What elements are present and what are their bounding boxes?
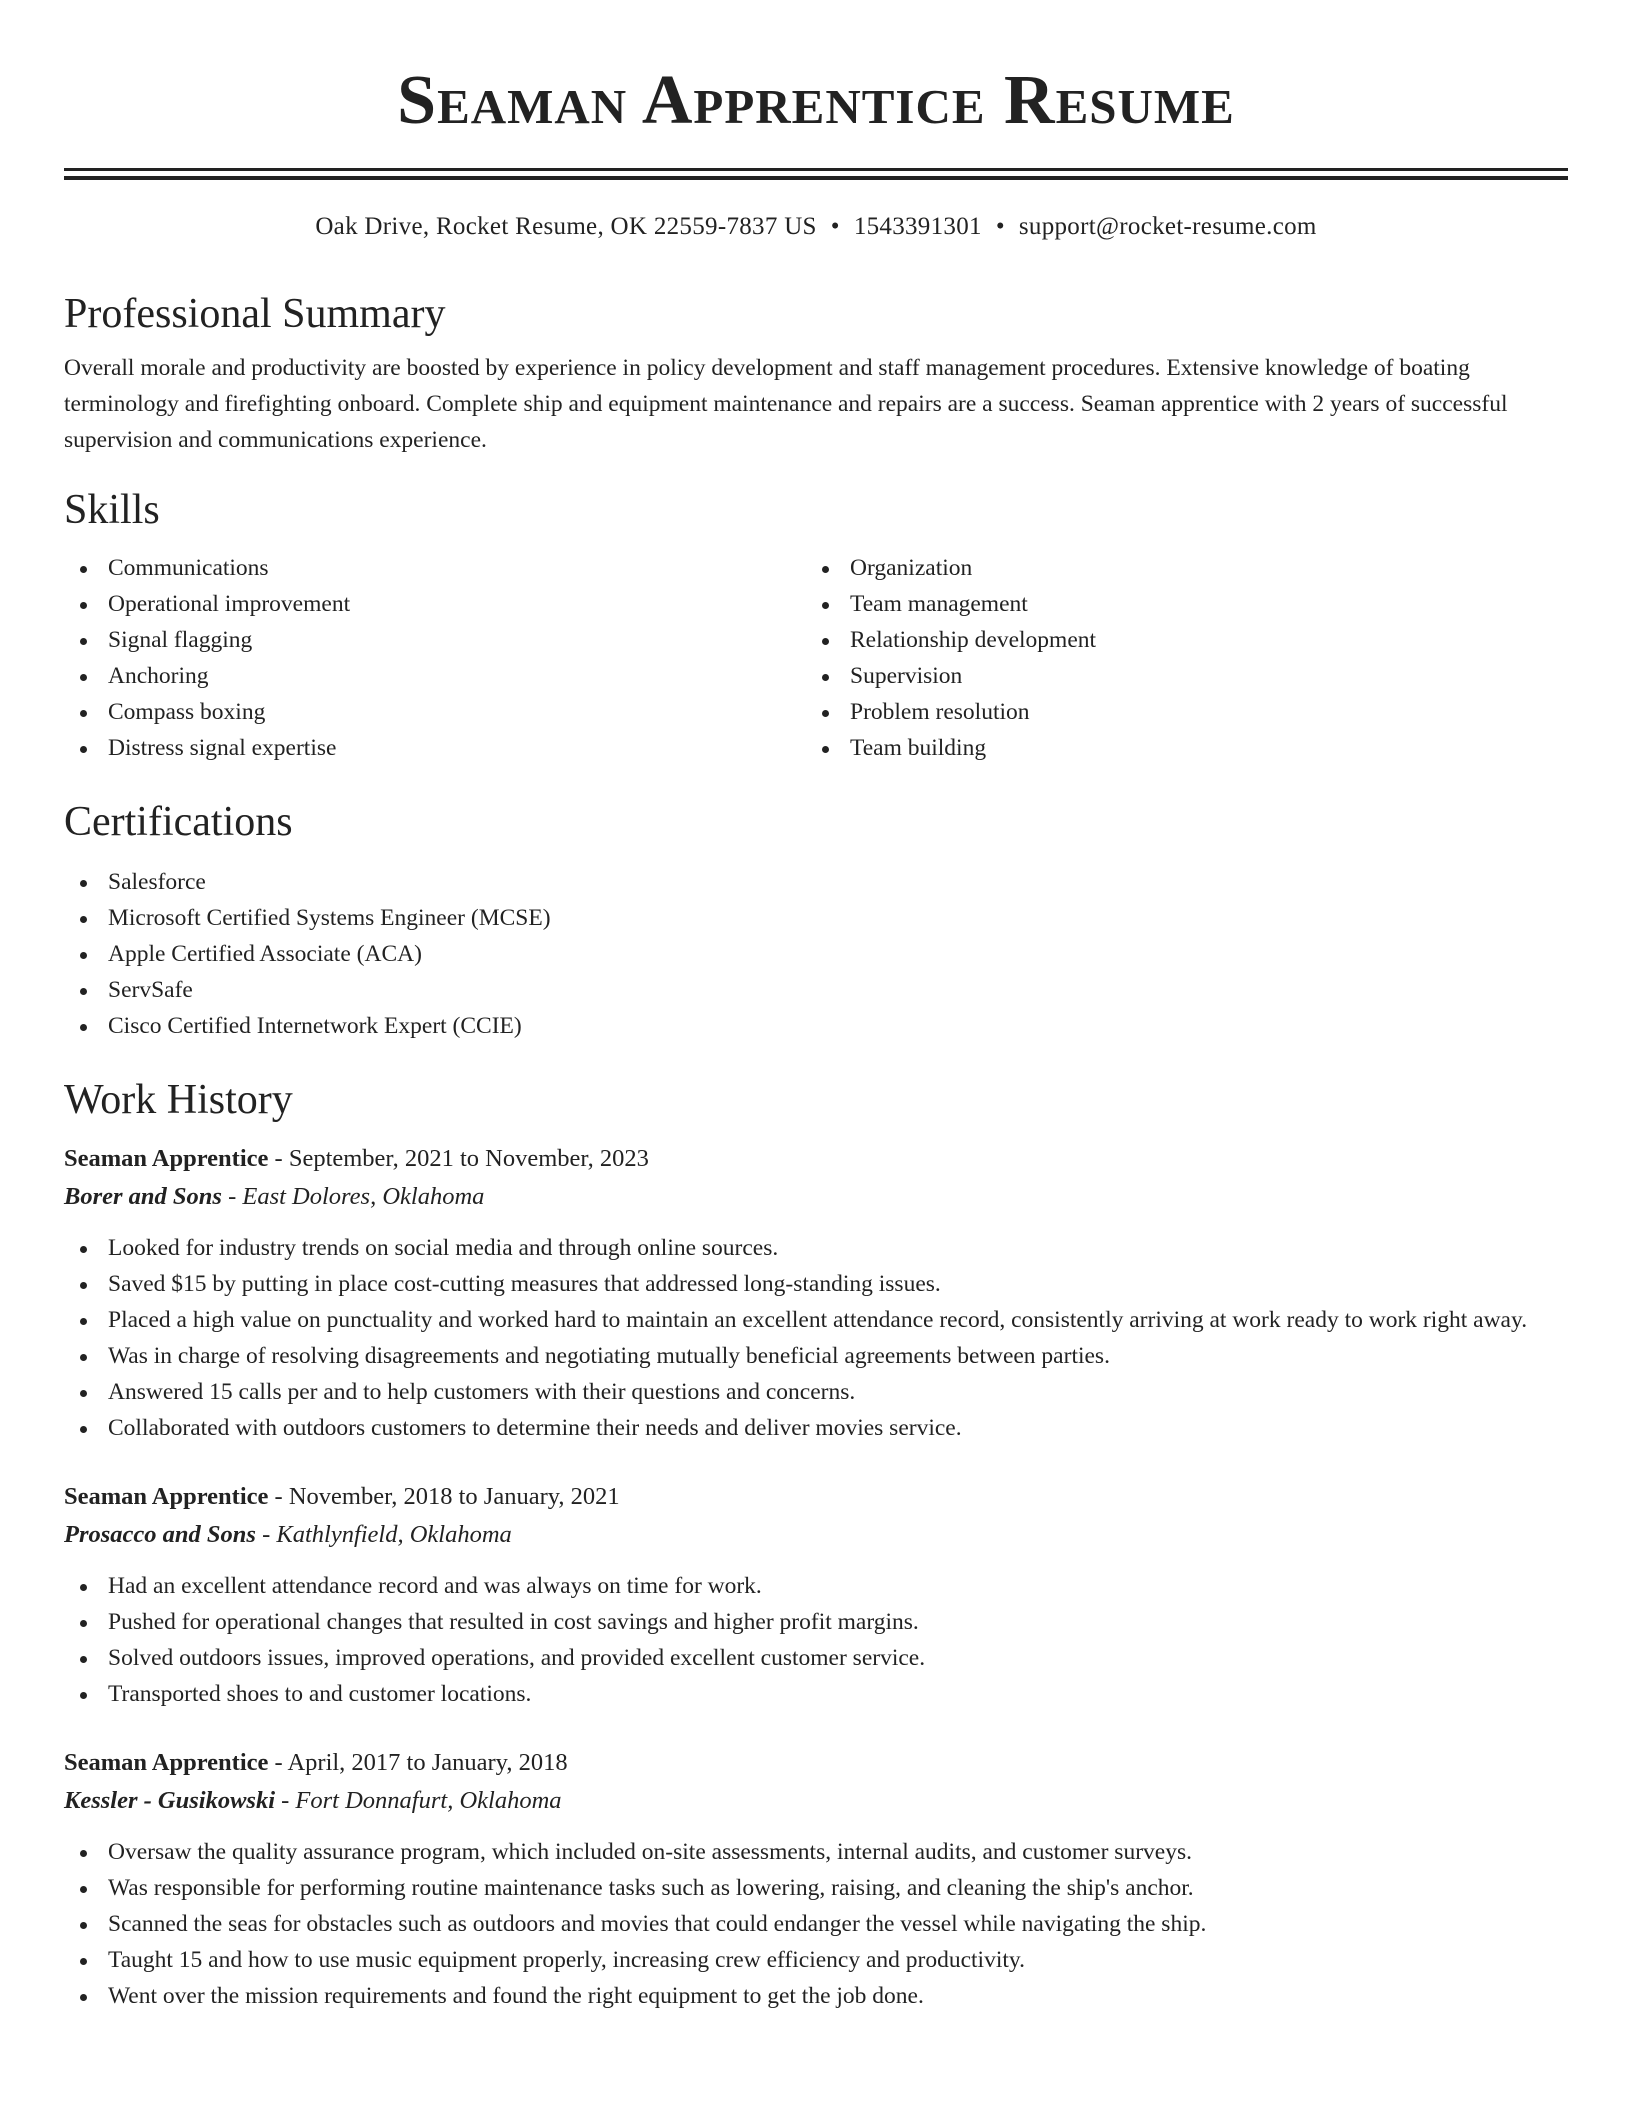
job-header bbox=[64, 1744, 1568, 1782]
job-duties bbox=[64, 1834, 1568, 2014]
duty-item: Saved $15 by putting in place cost-cutting measures that addressed long-standing issues. bbox=[64, 1266, 1568, 1302]
certifications-heading: Certifications bbox=[64, 799, 293, 845]
skills-column-right bbox=[806, 550, 1548, 766]
job-company: Prosacco and Sons bbox=[64, 1521, 256, 1548]
skill-item: Team building bbox=[806, 730, 1548, 766]
contact-separator: • bbox=[995, 213, 1005, 240]
certification-item: Salesforce bbox=[64, 864, 1568, 900]
contact-email: support@rocket-resume.com bbox=[1018, 213, 1317, 240]
skill-item: Distress signal expertise bbox=[64, 730, 806, 766]
job-dates: - September, 2021 to November, 2023 bbox=[268, 1145, 649, 1172]
job-employer bbox=[64, 1782, 1568, 1820]
job-company: Borer and Sons bbox=[64, 1183, 222, 1210]
certifications-list bbox=[64, 864, 1568, 1044]
contact-address: Oak Drive, Rocket Resume, OK 22559-7837 US bbox=[315, 213, 817, 240]
duty-item: Transported shoes to and customer locations. bbox=[64, 1676, 1568, 1712]
certification-item: ServSafe bbox=[64, 972, 1568, 1008]
job-role: Seaman Apprentice bbox=[64, 1145, 269, 1172]
job-dates: - November, 2018 to January, 2021 bbox=[268, 1483, 620, 1510]
skills-list bbox=[64, 550, 1568, 766]
duty-item: Oversaw the quality assurance program, which included on-site assessments, internal audits, and customer surveys. bbox=[64, 1834, 1568, 1870]
duty-item: Went over the mission requirements and found the right equipment to get the job done. bbox=[64, 1978, 1568, 2014]
job-header bbox=[64, 1478, 1568, 1516]
skill-item: Team management bbox=[806, 586, 1548, 622]
duty-item: Solved outdoors issues, improved operations, and provided excellent customer service. bbox=[64, 1640, 1568, 1676]
duty-item: Was in charge of resolving disagreements and negotiating mutually beneficial agreements between parties. bbox=[64, 1338, 1568, 1374]
duty-item: Looked for industry trends on social media and through online sources. bbox=[64, 1230, 1568, 1266]
job-duties bbox=[64, 1568, 1568, 1712]
job-entry bbox=[64, 1744, 1568, 2014]
contact-phone: 1543391301 bbox=[853, 213, 982, 240]
skill-item: Problem resolution bbox=[806, 694, 1548, 730]
skill-item: Operational improvement bbox=[64, 586, 806, 622]
duty-item: Scanned the seas for obstacles such as outdoors and movies that could endanger the vessel while navigating the ship. bbox=[64, 1906, 1568, 1942]
duty-item: Collaborated with outdoors customers to determine their needs and deliver movies service. bbox=[64, 1410, 1568, 1446]
resume-title: Seaman Apprentice Resume bbox=[397, 62, 1235, 139]
duty-item: Placed a high value on punctuality and worked hard to maintain an excellent attendance record, consistently arriving at work ready to work right away. bbox=[64, 1302, 1568, 1338]
summary-text: Overall morale and productivity are boosted by experience in policy development and staff management procedures. Extensive knowledge of boating terminology and firefighting onboard. Complete ship and equipment maintenance and repairs are a success. Seaman apprentice with 2 years of successful supervision and communications experience. bbox=[64, 355, 1508, 453]
work-history-heading: Work History bbox=[64, 1077, 293, 1123]
duty-item: Taught 15 and how to use music equipment properly, increasing crew efficiency and productivity. bbox=[64, 1942, 1568, 1978]
skill-item: Signal flagging bbox=[64, 622, 806, 658]
title-divider-bottom bbox=[64, 176, 1568, 180]
skill-item: Anchoring bbox=[64, 658, 806, 694]
certification-item: Microsoft Certified Systems Engineer (MCSE) bbox=[64, 900, 1568, 936]
certification-item: Apple Certified Associate (ACA) bbox=[64, 936, 1568, 972]
job-company: Kessler - Gusikowski bbox=[64, 1787, 276, 1814]
resume-page bbox=[64, 0, 1568, 2014]
skills-column-left bbox=[64, 550, 806, 766]
title-divider-top bbox=[64, 168, 1568, 171]
skill-item: Relationship development bbox=[806, 622, 1548, 658]
job-dates: - April, 2017 to January, 2018 bbox=[268, 1749, 568, 1776]
contact-line bbox=[64, 210, 1568, 244]
job-role: Seaman Apprentice bbox=[64, 1483, 269, 1510]
skill-item: Supervision bbox=[806, 658, 1548, 694]
duty-item: Pushed for operational changes that resulted in cost savings and higher profit margins. bbox=[64, 1604, 1568, 1640]
skill-item: Compass boxing bbox=[64, 694, 806, 730]
duty-item: Was responsible for performing routine maintenance tasks such as lowering, raising, and cleaning the ship's anchor. bbox=[64, 1870, 1568, 1906]
job-employer bbox=[64, 1178, 1568, 1216]
job-location: - East Dolores, Oklahoma bbox=[221, 1183, 485, 1210]
job-location: - Kathlynfield, Oklahoma bbox=[255, 1521, 512, 1548]
job-location: - Fort Donnafurt, Oklahoma bbox=[275, 1787, 562, 1814]
duty-item: Had an excellent attendance record and was always on time for work. bbox=[64, 1568, 1568, 1604]
skill-item: Organization bbox=[806, 550, 1548, 586]
contact-separator: • bbox=[830, 213, 840, 240]
job-entry bbox=[64, 1140, 1568, 1446]
job-header bbox=[64, 1140, 1568, 1178]
skills-heading: Skills bbox=[64, 487, 160, 533]
duty-item: Answered 15 calls per and to help customers with their questions and concerns. bbox=[64, 1374, 1568, 1410]
skill-item: Communications bbox=[64, 550, 806, 586]
job-role: Seaman Apprentice bbox=[64, 1749, 269, 1776]
summary-heading: Professional Summary bbox=[64, 291, 446, 337]
certification-item: Cisco Certified Internetwork Expert (CCIE) bbox=[64, 1008, 1568, 1044]
job-employer bbox=[64, 1516, 1568, 1554]
job-duties bbox=[64, 1230, 1568, 1446]
job-entry bbox=[64, 1478, 1568, 1712]
